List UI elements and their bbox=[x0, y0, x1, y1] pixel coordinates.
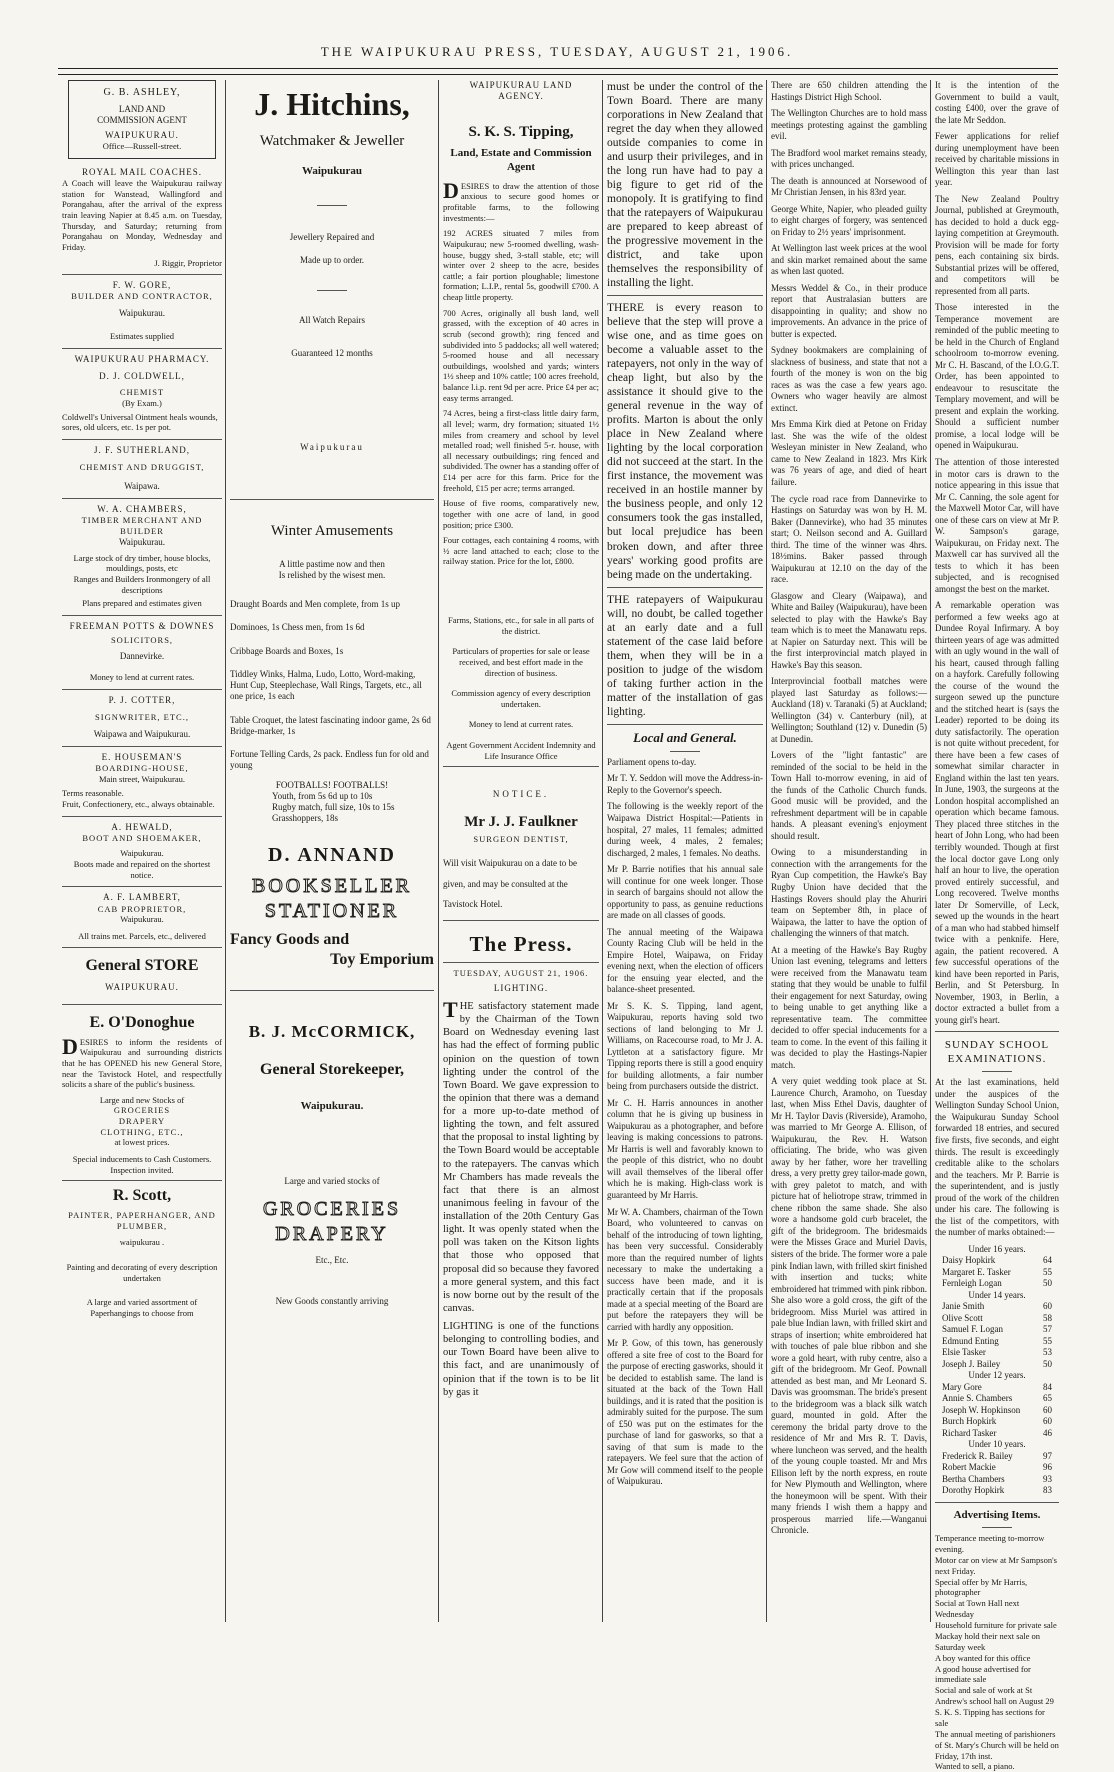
news-item: A remarkable operation was performed a few weeks ago at Dundee Royal Infirmary. A boy thirteen years of age was admitted with an ugly wound in the wall of his heart, caused through falling on a hayfork. Carefully following the course of the wound the surgeon sewed up the puncture and the stitched heart is (says the Leader) reported to be doing its duty satisfactorily. The operation is not quite without precedent, for there have been a few cases of somewhat similar character in England within the last ten years. In June, 1903, the surgeons at the London hospital accomplished an operation which became famous. They placed three stitches in the heart of John Long, who had been terribly wounded. Though at first the local doctor gave Long only half an hour to live, the operation proved entirely successful, and Long recovered. Twelve months later Dr Somerville, of Leck, sewed up the wounds in the heart of a man who had stabbed himself twice with a penknife. Here, again, the patient recovered. A few successful operations of the kind have been reported in Paris, Berlin, and St Petersburg. In November, 1903, in Berlin, a doctor extracted a bullet from a young girl's heart. bbox=[935, 600, 1059, 1025]
pharmacy-title: WAIPUKURAU PHARMACY. bbox=[74, 353, 210, 364]
mccormick-name: B. J. McCORMICK, bbox=[248, 1021, 416, 1041]
divider bbox=[443, 962, 599, 963]
news-item: Mr P. Barrie notifies that his annual sale will continue for one week longer. Those in search of bargains should not allow the opportunity to pass, as genuine reductions are made on all classes of goods. bbox=[607, 864, 763, 921]
gore-ad bbox=[62, 280, 222, 342]
advertising-item: S. K. S. Tipping has sections for sale bbox=[935, 1707, 1045, 1728]
ashley-line: COMMISSION AGENT bbox=[97, 114, 187, 125]
masthead-rule bbox=[58, 68, 1058, 69]
news-item: The cycle road race from Dannevirke to Hastings on Saturday was won by H. M. Baker (Dannevirke), who had 35 minutes start; O. Neilson second and A. Guillard third. The time of the winner was 4hrs. 18½mins. Baker passed through Waipukurau at 12.10 on the day of the race. bbox=[771, 493, 927, 585]
cotter-line: Waipawa and Waipukurau. bbox=[93, 728, 191, 739]
scholar-name: Samuel F. Logan bbox=[941, 1324, 1003, 1335]
hewald-line: Boots made and repaired on the shortest notice. bbox=[73, 859, 211, 880]
scholar-name: Olive Scott bbox=[941, 1312, 983, 1323]
divider bbox=[982, 1071, 1012, 1072]
mccormick-stock: DRAPERY bbox=[275, 1222, 389, 1245]
annand-trade: BOOKSELLER bbox=[252, 874, 412, 897]
tipping-note: Particulars of properties for sale or lease received, and best effort made in the direction of business. bbox=[452, 646, 590, 678]
column-rule bbox=[225, 80, 226, 1622]
table-row bbox=[940, 1393, 1054, 1405]
news-item: Mr T. Y. Seddon will move the Address-in-Reply to the Governor's speech. bbox=[607, 773, 763, 795]
news-item: At a meeting of the Hawke's Bay Rugby Union last evening, telegrams and letters were received from the Manawatu team stating that they would be unable to fulfil their engagement for next Saturday, owing to being unable to get anything like a representative team. The committee decided to offer special inducements for a team to come. In the event of this failing it was decided to play the Hastings-Napier match. bbox=[771, 944, 927, 1070]
pharmacy-line: CHEMIST bbox=[119, 387, 165, 398]
scholar-marks: 55 bbox=[1043, 1266, 1053, 1277]
masthead: THE WAIPUKURAU PRESS, TUESDAY, AUGUST 21, 1906. bbox=[320, 44, 794, 59]
winter-item: Dominoes, 1s Chess men, from 1s 6d bbox=[230, 622, 365, 633]
news-item: The following is the weekly report of the Waipawa District Hospital:—Patients in hospital, 27 males, 11 females; admitted during week, 4 males, 2 females; discharged, 2 males, 1 females. No deaths. bbox=[607, 801, 763, 858]
divider bbox=[62, 947, 222, 948]
lighting-paragraph: must be under the control of the Town Board. There are many corporations in New Zealand that regret the day when they allowed outside companies to come in and usurp their privileges, and in the long run have had to pay a big figure to get rid of the monopoly. It is gratifying to find that the ratepayers of Waipukurau are prepared to keep abreast of the progressive movement in the district, and take upon themselves the responsibility of installing the light. bbox=[607, 81, 763, 290]
sutherland-line: J. F. SUTHERLAND, bbox=[93, 444, 191, 455]
pharmacy-ad bbox=[62, 354, 222, 433]
pharmacy-line: D. J. COLDWELL, bbox=[99, 371, 185, 382]
news-item: George White, Napier, who pleaded guilty to eight charges of forgery, was sentenced on Friday to 2½ years' imprisonment. bbox=[771, 203, 927, 237]
hitchins-trade: Watchmaker & Jeweller bbox=[259, 133, 405, 149]
donoghue-stock bbox=[62, 1095, 222, 1175]
scholar-marks: 83 bbox=[1043, 1485, 1053, 1496]
donoghue-stock-line: GROCERIES bbox=[113, 1105, 171, 1116]
chambers-line: Large stock of dry timber, house blocks, mouldings, posts, etc bbox=[73, 552, 211, 574]
divider bbox=[62, 1180, 222, 1181]
column-6 bbox=[935, 80, 1059, 1772]
ashley-line: WAIPUKURAU. bbox=[105, 130, 179, 140]
cotter-line: P. J. COTTER, bbox=[108, 694, 176, 705]
tipping-item: House of five rooms, comparatively new, together with one acre of land, in good position; price £300. bbox=[443, 498, 599, 530]
lambert-line: Waipukurau. bbox=[120, 914, 164, 925]
advertising-items bbox=[935, 1533, 1059, 1772]
divider bbox=[62, 274, 222, 275]
news-item: Owing to a misunderstanding in connection with the arrangements for the Ryan Cup competition, the Hawke's Bay Rugby Union have decided that the Hastings Rovers should play the Ahuriri team on September 8th, in place of Waipawa, the latter to have the option of challenging the winners of that match. bbox=[771, 847, 927, 939]
hitchins-name: J. Hitchins, bbox=[254, 86, 410, 122]
news-item: At Wellington last week prices at the wool and skin market remained about the same as when last quoted. bbox=[771, 243, 927, 277]
scholar-marks: 58 bbox=[1043, 1312, 1053, 1323]
divider bbox=[607, 724, 763, 725]
advertising-item: Temperance meeting to-morrow evening. bbox=[935, 1533, 1045, 1554]
football-line: Rugby match, full size, 10s to 15s bbox=[272, 802, 395, 812]
divider bbox=[317, 290, 347, 291]
mccormick-place: Waipukurau. bbox=[300, 1099, 364, 1112]
hitchins-line: Jewellery Repaired and bbox=[289, 231, 375, 242]
scholar-name: Burch Hopkirk bbox=[941, 1416, 997, 1427]
column-2 bbox=[230, 80, 434, 1622]
freeman-line: FREEMAN POTTS & DOWNES bbox=[69, 620, 215, 631]
news-item: Fewer applications for relief during unemployment have been received by charitable missions in Wellington this year than last year. bbox=[935, 131, 1059, 188]
table-row bbox=[940, 1382, 1054, 1394]
coach-title: ROYAL MAIL COACHES. bbox=[81, 166, 203, 177]
age-group-label: Under 16 years. bbox=[968, 1243, 1026, 1254]
news-item: Mr C. H. Harris announces in another column that he is giving up business in Waipukurau as a photographer, and before leaving is making concessions to patrons. Mr Harris is well and favorably known to the people of this district, who no doubt will avail themselves of the liberal offer which he is making. High-class work is guaranteed by Mr Harris. bbox=[607, 1097, 763, 1200]
chambers-line: Plans prepared and estimates given bbox=[82, 598, 202, 609]
scholar-marks: 60 bbox=[1043, 1416, 1053, 1427]
scholar-name: Margaret E. Tasker bbox=[941, 1266, 1011, 1277]
column-5 bbox=[771, 80, 927, 1622]
tipping-intro: DESIRES to draw the attention of those anxious to secure good homes or profitable farms, to the following investments:— bbox=[443, 177, 599, 223]
advertising-items-title: Advertising Items. bbox=[953, 1508, 1041, 1521]
winter-item: Table Croquet, the latest fascinating indoor game, 2s 6d Bridge-marker, 1s bbox=[230, 714, 431, 736]
advertising-item: Motor car on view at Mr Sampson's next Friday. bbox=[935, 1554, 1057, 1576]
lighting-paragraph: THE ratepayers of Waipukurau will, no doubt, be called together at an early date and a full statement of the case laid before them, when they will be in a position to judge of the wisdom of taking further action in the matter of the installation of gas lighting. bbox=[607, 593, 763, 718]
age-group-label: Under 14 years. bbox=[968, 1289, 1026, 1300]
news-item: There are 650 children attending the Hastings District High School. bbox=[771, 80, 927, 102]
scholar-name: Richard Tasker bbox=[941, 1427, 997, 1438]
scholar-name: Janie Smith bbox=[941, 1301, 985, 1312]
divider bbox=[62, 816, 222, 817]
tipping-item: Four cottages, each containing 4 rooms, with ½ acre land attached to each; close to the railway station. Price for the lot, £800. bbox=[443, 535, 599, 567]
tipping-item: 192 ACRES situated 7 miles from Waipukurau; new 5-roomed dwelling, wash-house, buggy shed, 3-stall stable, etc; will winter over 2 sheep to the acre, besides cattle; a fair portion ploughable; limestone formation; L.I.P., rental 5s, goodwill £700. A cheap little property. bbox=[443, 228, 599, 302]
column-3 bbox=[443, 80, 599, 1622]
winter-item: Draught Boards and Men complete, from 1s up bbox=[230, 599, 400, 609]
houseman-line: Fruit, Confectionery, etc., always obtainable. bbox=[62, 798, 215, 809]
divider bbox=[62, 348, 222, 349]
news-item: The attention of those interested in motor cars is drawn to the notice appearing in this issue that Mr C. Canning, the sole agent for the Maxwell Motor Car, will have one of these cars on view at Mr P. W. Sampson's garage, Waipukurau, on Friday next. The Maxwell car has survived all the tests to which it has been subjected, and is recognised amongst the best on the market. bbox=[935, 456, 1059, 594]
news-item: Those interested in the Temperance movement are reminded of the public meeting to be held in the Church of England schoolroom to-morrow evening. Mr C. H. Bascand, of the I.O.G.T. Order, has been appointed to endeavour to resuscitate the Templary movement, and will be present and explain the working. Should a sufficient number promise, a local lodge will be opened in Waipukurau. bbox=[935, 302, 1059, 451]
tipping-note: Money to lend at current rates. bbox=[468, 719, 574, 730]
scholar-marks: 50 bbox=[1043, 1358, 1053, 1369]
scott-line: Painting and decorating of every description undertaken bbox=[66, 1262, 218, 1283]
column-rule bbox=[438, 80, 439, 1622]
scholar-name: Joseph J. Bailey bbox=[941, 1358, 1001, 1369]
news-item: Mrs Emma Kirk died at Petone on Friday last. She was the wife of the oldest Wesleyan minister in New Zealand, who came to New Zealand in 1823. Mrs Kirk was 76 years of age, and died of heart failure. bbox=[771, 419, 927, 487]
winter-item: Tiddley Winks, Halma, Ludo, Lotto, Word-making, Hunt Cup, Steeplechase, Wall Rings, Targets, etc., all one price, 1s each bbox=[230, 668, 422, 702]
winter-items bbox=[230, 599, 434, 772]
advertising-item: Special offer by Mr Harris, photographer bbox=[935, 1576, 1028, 1598]
scholar-marks: 84 bbox=[1043, 1381, 1053, 1392]
gore-line: Estimates supplied bbox=[110, 331, 174, 342]
results-table bbox=[940, 1301, 1054, 1370]
houseman-line: Main street, Waipukurau. bbox=[98, 773, 186, 784]
results-table bbox=[940, 1382, 1054, 1440]
donoghue-stock-line: Large and new Stocks of bbox=[99, 1094, 185, 1105]
lambert-ad bbox=[62, 892, 222, 941]
news-item: A very quiet wedding took place at St. Laurence Church, Aramoho, on Tuesday last, when Miss Ethel Davis, daughter of Mr H. Taylor Davis (Riverside), Aramoho, was married to Mr George A. Ellison, of Waipukurau, the Rev. H. Watson officiating. The bride, who was given away by her father, wore her travelling dress, a very pretty grey tailor-made gown, with grey paletot to match, and with picture hat of heliotrope straw, trimmed in chene ribbon the same shade. She also wore a handsome gold curb bracelet, the gift of the bridegroom. The bridesmaids were the Misses Grace and Muriel Davis, sisters of the bride. The former wore a pale pink Indian lawn, with frilled skirt finished with insertion and tucks; white embroidered hat trimmed with pink ribbon. She also wore a gold cross, the gift of the bridegroom. Miss Muriel was attired in pale blue Indian lawn, with frilled skirt and straps of insertion; white embroidered hat with touches of pale blue ribbon and she wore a gold heart, with ruby centre, also a gift of the bridegroom. Mr Geof. Pownall attended as best man, and Mr Leonard S. Davis was groomsman. The bride's present to the bridegroom was a black silk watch guard, mounted in gold. After the ceremony the bridal party drove to the residence of Mr and Mrs R. T. Davis, where luncheon was served, and the health of the young couple toasted. Mr and Mrs Ellison left by the north express, en route for New Plymouth and Wellington, where the honeymoon will be spent. With their many friends I wish them a happy and prosperous married life.—Wanganui Chronicle. bbox=[771, 1076, 927, 1536]
scott-name: R. Scott, bbox=[112, 1187, 172, 1205]
divider bbox=[935, 1031, 1059, 1032]
agency-line: WAIPUKURAU LAND bbox=[469, 80, 573, 90]
chambers-line: W. A. CHAMBERS, bbox=[97, 504, 187, 514]
scholar-name: Edmund Enting bbox=[941, 1335, 999, 1346]
houseman-line: BOARDING-HOUSE, bbox=[95, 763, 189, 773]
scott-line: A large and varied assortment of Paperhangings to choose from bbox=[86, 1297, 198, 1318]
lambert-line: CAB PROPRIETOR, bbox=[97, 903, 187, 914]
scholar-marks: 97 bbox=[1043, 1450, 1053, 1461]
hewald-line: BOOT AND SHOEMAKER, bbox=[82, 832, 202, 843]
sunday-school-title: SUNDAY SCHOOL bbox=[944, 1039, 1050, 1052]
donoghue-stock-line: Inspection invited. bbox=[110, 1164, 174, 1175]
table-row bbox=[940, 1301, 1054, 1313]
scholar-marks: 60 bbox=[1043, 1301, 1053, 1312]
news-item: The death is announced at Norsewood of Mr Christian Jensen, in his 83rd year. bbox=[771, 175, 927, 198]
scholar-marks: 50 bbox=[1043, 1278, 1053, 1289]
freeman-ad bbox=[62, 621, 222, 683]
results-table bbox=[940, 1255, 1054, 1290]
ashley-name: G. B. ASHLEY, bbox=[103, 87, 181, 98]
tipping-item: 700 Acres, originally all bush land, well grassed, with the exception of 40 acres in scrub (second growth); ring fenced and subdivided into 5 paddocks; all well watered; 5-roomed house and all necessary outbuildings, woolshed and yards; winters 1½ sheep and 10% cattle; 100 acres freehold, balance l.i.p. rent 9d per acre. Price £4 per ac; easy terms arranged. bbox=[443, 307, 599, 403]
column-rule bbox=[930, 80, 931, 1622]
divider bbox=[443, 920, 599, 921]
advertising-item: A boy wanted for this office bbox=[935, 1652, 1031, 1663]
table-row bbox=[940, 1416, 1054, 1428]
scholar-marks: 60 bbox=[1043, 1404, 1053, 1415]
divider bbox=[62, 498, 222, 499]
age-group-label: Under 10 years. bbox=[968, 1439, 1026, 1450]
cotter-line: SIGNWRITER, ETC., bbox=[95, 711, 189, 722]
annand-fancy: Toy Emporium bbox=[330, 950, 434, 968]
table-row bbox=[940, 1267, 1054, 1279]
gore-line: BUILDER AND CONTRACTOR, bbox=[71, 291, 213, 302]
news-item: It is the intention of the Government to build a vault, costing £400, over the grave of the late Mr Seddon. bbox=[935, 80, 1059, 125]
football-line: Grasshoppers, 18s bbox=[272, 813, 338, 824]
divider bbox=[935, 1502, 1059, 1503]
sutherland-ad bbox=[62, 445, 222, 492]
coach-text: A Coach will leave the Waipukurau railway station for Wanstead, Wallingford and Porangahau, after the arrival of the express train leaving Napier at 8.45 a.m. on Tuesday, Thursday, and Saturday; returning from Porangahau on Monday, Wednesday and Friday. bbox=[62, 178, 222, 252]
table-row bbox=[940, 1428, 1054, 1440]
winter-intro-line: A little pastime now and then bbox=[279, 558, 385, 569]
chambers-line: Ranges and Builders Ironmongery of all descriptions bbox=[73, 574, 211, 595]
tipping-name: S. K. S. Tipping, bbox=[468, 123, 574, 140]
donoghue-text: DESIRES to inform the residents of Waipukurau and surrounding districts that he has OPENED his new General Store, near the Tavistock Hotel, and respectfully solicits a share of the public's business. bbox=[62, 1033, 222, 1090]
donoghue-stock-line: Special inducements to Cash Customers. bbox=[72, 1153, 212, 1164]
table-row bbox=[940, 1324, 1054, 1336]
scholar-name: Robert Mackie bbox=[941, 1462, 996, 1473]
scholar-marks: 57 bbox=[1043, 1324, 1053, 1335]
ashley-ad bbox=[68, 80, 216, 159]
scholar-name: Dorothy Hopkirk bbox=[941, 1485, 1005, 1496]
sutherland-line: Waipawa. bbox=[124, 480, 160, 491]
local-general-title: Local and General. bbox=[633, 729, 737, 745]
news-item: Lovers of the "light fantastic" are reminded of the social to be held in the Town Hall to-morrow evening, in aid of the funds of the Catholic Church funds. Good music will be provided, and the refreshment department will be in capable hands. A pleasant evening's enjoyment should result. bbox=[771, 750, 927, 841]
mccormick-stock: Large and varied stocks of bbox=[284, 1175, 380, 1186]
coach-signature: J. Riggir, Proprietor bbox=[154, 257, 222, 268]
houseman-ad bbox=[62, 752, 222, 810]
advertising-item: Social at Town Hall next Wednesday bbox=[935, 1598, 1020, 1620]
scholar-name: Annie S. Chambers bbox=[941, 1393, 1013, 1404]
faulkner-trade: SURGEON DENTIST, bbox=[473, 834, 569, 845]
scholar-marks: 46 bbox=[1043, 1427, 1053, 1438]
scott-place: waipukurau . bbox=[119, 1237, 165, 1248]
news-item: The Bradford wool market remains steady, with prices unchanged. bbox=[771, 147, 927, 170]
scholar-marks: 93 bbox=[1043, 1473, 1053, 1484]
donoghue-stock-line: at lowest prices. bbox=[114, 1137, 170, 1148]
divider bbox=[317, 205, 347, 206]
column-rule bbox=[766, 80, 767, 1622]
faulkner-name: Mr J. J. Faulkner bbox=[464, 813, 578, 830]
news-item: Messrs Weddel & Co., in their produce report that Australasian butters are disappointing in quality; and show no improvements. An advance in the price of butter is expected. bbox=[771, 282, 927, 339]
scholar-name: Mary Gore bbox=[941, 1381, 982, 1392]
cotter-ad bbox=[62, 695, 222, 740]
hewald-line: A. HEWALD, bbox=[111, 821, 173, 832]
freeman-line: Dannevirke. bbox=[119, 650, 165, 661]
table-row bbox=[940, 1451, 1054, 1463]
ashley-line: Office—Russell-street. bbox=[102, 141, 182, 152]
divider bbox=[607, 587, 763, 588]
tipping-note: Agent Government Accident Indemnity and Life Insurance Office bbox=[446, 740, 596, 761]
scholar-marks: 53 bbox=[1043, 1347, 1053, 1358]
mccormick-stock: New Goods constantly arriving bbox=[275, 1296, 389, 1306]
news-item: Interprovincial football matches were played last Saturday as follows:—Auckland (18) v. Taranaki (5) at Auckland; Wellington (34) v. Canterbury (nil), at Wellington; Southland (12) v. Dunedin (5) at Dunedin. bbox=[771, 676, 927, 744]
table-row bbox=[940, 1255, 1054, 1267]
annand-name: D. ANNAND bbox=[268, 843, 396, 866]
news-item: The New Zealand Poultry Journal, published at Greymouth, has decided to hold a duck egg-laying competition at Greymouth. Provision will be made for forty pens, each containing six birds. Substantial prizes will be offered, and competitors will be represented from all parts. bbox=[935, 193, 1059, 296]
lambert-line: All trains met. Parcels, etc., delivered bbox=[78, 930, 206, 941]
hitchins-line: Made up to order. bbox=[300, 254, 364, 265]
table-row bbox=[940, 1347, 1054, 1359]
divider bbox=[982, 1527, 1012, 1528]
winter-intro-line: Is relished by the wisest men. bbox=[278, 569, 386, 580]
table-row bbox=[940, 1474, 1054, 1486]
freeman-line: Money to lend at current rates. bbox=[89, 672, 195, 682]
divider bbox=[62, 439, 222, 440]
news-item: Mr P. Gow, of this town, has generously offered a site free of cost to the Board for the purpose of erecting gasworks, should it be decided to establish same. The land is situated at the back of the Town Hall buildings, and it is rated that the position is admirably suited for the purpose. The sum of £50 was put on the estimates for the purchase of land for gasworks, so that a saving of that sum is made to the ratepayers. We feel sure that the action of Mr Gow will commend itself to the people of Waipukurau. bbox=[607, 1338, 763, 1487]
scholar-name: Bertha Chambers bbox=[941, 1473, 1005, 1484]
hitchins-place: Waipukurau bbox=[302, 164, 362, 177]
donoghue-stock-line: DRAPERY bbox=[118, 1116, 166, 1126]
table-row bbox=[940, 1462, 1054, 1474]
chambers-ad bbox=[62, 504, 222, 609]
lighting-paragraph: THERE is every reason to believe that the step will prove a wise one, and as time goes on become a valuable asset to the ratepayers, not only in the way of cheap light, but also by the assistance it should give to the general revenue in the way of profits. Marton is about the only place in New Zealand where lighting by the local corporation did not succeed at the start. In the first instance, the movement was received in an hostile manner by the business people, and only 12 consumers took the gas installed, but local prejudice has been broken down, and after three years' working good profits are being made on the undertaking. bbox=[607, 302, 763, 581]
divider bbox=[62, 746, 222, 747]
lighting-paragraph: LIGHTING is one of the functions belonging to controlling bodies, and our Town Board have been alive to this fact, and are unanimously of opinion that if the town is to be lit by gas it bbox=[443, 1321, 599, 1398]
divider bbox=[607, 295, 763, 296]
winter-title: Winter Amusements bbox=[270, 522, 394, 539]
sunday-school-title: EXAMINATIONS. bbox=[947, 1053, 1047, 1066]
table-row bbox=[940, 1278, 1054, 1290]
sutherland-line: CHEMIST AND DRUGGIST, bbox=[79, 462, 205, 473]
divider bbox=[62, 886, 222, 887]
divider bbox=[62, 1004, 222, 1005]
age-group-label: Under 12 years. bbox=[968, 1370, 1026, 1381]
news-item: Parliament opens to-day. bbox=[607, 756, 697, 767]
divider bbox=[62, 689, 222, 690]
winter-item: Fortune Telling Cards, 2s pack. Endless fun for old and young bbox=[230, 749, 429, 771]
table-row bbox=[940, 1313, 1054, 1325]
coach-ad bbox=[62, 167, 222, 268]
football-heading: FOOTBALLS! FOOTBALLS! bbox=[275, 779, 389, 790]
advertising-item: Household furniture for private sale bbox=[935, 1620, 1057, 1631]
winter-item: Cribbage Boards and Boxes, 1s bbox=[230, 645, 344, 656]
lighting-paragraph: THE satisfactory statement made by the Chairman of the Town Board on Wednesday evening last has had the effect of forming public opinion on the question of town lighting under the control of the Town Board. We gave expression to the opinion that there was a demand for a more up-to-date method of lighting the town, and felt assured that the proposal to instal lighting by the Town Board would be acceptable to the ratepayers. The canvas which Mr Chambers has made reveals the fact that there is an almost unanimous feeling in favour of the installation of the 20th Century Gas light. It was openly stated when the poll was taken on the Kitson lights that those who opposed that proposal did so because they favored a more general system, and this fact is now borne out by the result of the canvas. bbox=[443, 997, 599, 1314]
gore-line: Waipukurau. bbox=[118, 308, 165, 318]
annand-trade: STATIONER bbox=[264, 899, 400, 922]
press-title: The Press. bbox=[469, 931, 573, 956]
scholar-marks: 55 bbox=[1043, 1335, 1053, 1346]
tipping-trade: Land, Estate and Commission Agent bbox=[450, 147, 592, 173]
table-row bbox=[940, 1485, 1054, 1497]
table-row bbox=[940, 1405, 1054, 1417]
scholar-marks: 96 bbox=[1043, 1462, 1053, 1473]
table-row bbox=[940, 1336, 1054, 1348]
general-store-heading: General STORE bbox=[85, 957, 199, 975]
houseman-line: E. HOUSEMAN'S bbox=[101, 751, 183, 762]
scholar-marks: 65 bbox=[1043, 1393, 1053, 1404]
lighting-title: LIGHTING. bbox=[493, 982, 549, 993]
scott-trade: PAINTER, PAPERHANGER, AND PLUMBER, bbox=[68, 1210, 216, 1231]
scholar-name: Elsie Tasker bbox=[941, 1347, 986, 1358]
houseman-line: Terms reasonable. bbox=[62, 788, 124, 799]
column-4 bbox=[607, 80, 763, 1622]
hewald-ad bbox=[62, 822, 222, 881]
tipping-note: Commission agency of every description undertaken. bbox=[451, 688, 591, 709]
mccormick-stock: Etc., Etc. bbox=[315, 1254, 349, 1265]
news-item: Mr S. K. S. Tipping, land agent, Waipukurau, reports having sold two sections of land belonging to Mr J. Williams, on Racecourse road, to Mr J. A. Lyttleton at a satisfactory figure. Mr Tipping reports there is still a good enquiry for building allotments, a fair number being from purchasers outside the district. bbox=[607, 1000, 763, 1092]
hitchins-line: Guaranteed 12 months bbox=[291, 348, 373, 359]
chambers-line: Waipukurau. bbox=[118, 536, 165, 547]
football-line: Youth, from 5s 6d up to 10s bbox=[272, 790, 373, 801]
sunday-school-intro: At the last examinations, held under the auspices of the Wellington Sunday School Union, the Waipukurau Sunday School forwarded 18 entries, and secured five firsts, five seconds, and eight thirds. The result is exceedingly creditable alike to the scholars and the teachers. Mr P. Barrie is the superintendent, and is justly proud of the work of the children under his care. The following is the list of the competitors, with the number of marks obtained:— bbox=[935, 1077, 1059, 1238]
gore-line: F. W. GORE, bbox=[112, 280, 172, 291]
divider bbox=[230, 499, 434, 500]
results-table bbox=[940, 1451, 1054, 1497]
notice-title: NOTICE. bbox=[492, 789, 550, 800]
hitchins-line: Waipukurau bbox=[300, 441, 364, 452]
local-general-items bbox=[607, 757, 763, 1488]
donoghue-name: E. O'Donoghue bbox=[89, 1013, 195, 1031]
masthead-rule-lower bbox=[58, 74, 1058, 75]
mccormick-trade: General Storekeeper, bbox=[260, 1060, 404, 1078]
agency-line: AGENCY. bbox=[498, 91, 544, 102]
divider bbox=[62, 615, 222, 616]
news-item: Glasgow and Cleary (Waipawa), and White and Bailey (Waipukurau), have been selected to play with the Hawke's Bay team which is to meet the Manawatu reps. at Napier on Saturday next. This will be the first interprovincial match played in Hawke's Bay this season. bbox=[771, 590, 927, 670]
scholar-name: Joseph W. Hopkinson bbox=[941, 1404, 1021, 1415]
advertising-item: The annual meeting of parishioners of St. Mary's Church will be held on Friday, 17th inst. bbox=[935, 1728, 1059, 1761]
scholar-marks: 64 bbox=[1043, 1255, 1053, 1266]
donoghue-stock-line: CLOTHING, ETC., bbox=[100, 1126, 184, 1137]
advertising-item: Wanted to sell, a piano. bbox=[935, 1761, 1015, 1772]
hewald-line: Waipukurau. bbox=[120, 848, 164, 859]
chambers-line: TIMBER MERCHANT AND BUILDER bbox=[81, 515, 203, 536]
tipping-item: 74 Acres, being a first-class little dairy farm, all level; warm, dry formation; situated 1½ miles from creamery and school by level metalled road; well finished 5-r. house, with all necessary outbuildings; ring fenced and subdivided. The owner has a standing offer of £14 per acre for this farm. Price for the freehold, £15 per acre; terms arranged. bbox=[443, 408, 599, 493]
divider bbox=[230, 990, 434, 991]
general-store-place: WAIPUKURAU. bbox=[105, 982, 179, 993]
press-date: TUESDAY, AUGUST 21, 1906. bbox=[453, 968, 589, 979]
ashley-line: LAND AND bbox=[118, 103, 166, 114]
table-row bbox=[940, 1359, 1054, 1371]
pharmacy-line: (By Exam.) bbox=[122, 398, 162, 408]
news-item: The annual meeting of the Waipawa County Racing Club will be held in the Empire Hotel, Waipawa, on Friday evening next, when the election of officers for the ensuing year elected, and the balance-sheet presented. bbox=[607, 926, 763, 995]
freeman-line: SOLICITORS, bbox=[110, 635, 174, 646]
scholar-name: Frederick R. Bailey bbox=[941, 1450, 1013, 1461]
tipping-note: Farms, Stations, etc., for sale in all parts of the district. bbox=[448, 615, 594, 636]
scholar-name: Daisy Hopkirk bbox=[941, 1255, 996, 1266]
advertising-item: A good house advertised for immediate sale bbox=[935, 1663, 1031, 1685]
news-item: Sydney bookmakers are complaining of slackness of business, and state that not a fourth of the money is won on the big races as was the case a few years ago. Owners who wager heavily are almost extinct. bbox=[771, 345, 927, 413]
divider bbox=[670, 751, 700, 752]
news-item: Mr W. A. Chambers, chairman of the Town Board, who volunteered to canvas on behalf of the introducing of town lighting, has been very successful. Considerably more than the required number of lights necessary to make the undertaking a success have been made, and it is practically certain that if the proposals made at a special meeting of the Board are put before the ratepayers they will be carried with hardly any opposition. bbox=[607, 1206, 763, 1332]
advertising-item: Mackay hold their next sale on Saturday week bbox=[935, 1630, 1041, 1652]
annand-fancy: Fancy Goods and bbox=[230, 930, 350, 948]
column-1 bbox=[62, 80, 222, 1622]
scholar-name: Fernleigh Logan bbox=[941, 1278, 1002, 1289]
sunday-school-results bbox=[935, 1244, 1059, 1497]
pharmacy-line: Coldwell's Universal Ointment heals wounds, sores, old ulcers, etc. 1s per pot. bbox=[62, 411, 218, 433]
mccormick-stock: GROCERIES bbox=[262, 1197, 402, 1220]
column-rule bbox=[602, 80, 603, 1622]
hitchins-line: All Watch Repairs bbox=[298, 315, 366, 325]
lambert-line: A. F. LAMBERT, bbox=[103, 892, 181, 903]
divider bbox=[443, 766, 599, 767]
news-item: The Wellington Churches are to hold mass meetings protesting against the gambling evil. bbox=[771, 108, 927, 142]
advertising-item: Social and sale of work at St Andrew's school hall on August 29 bbox=[935, 1685, 1054, 1707]
faulkner-text: Will visit Waipukurau on a date to be given, and may be consulted at the Tavistock Hotel. bbox=[443, 857, 577, 910]
